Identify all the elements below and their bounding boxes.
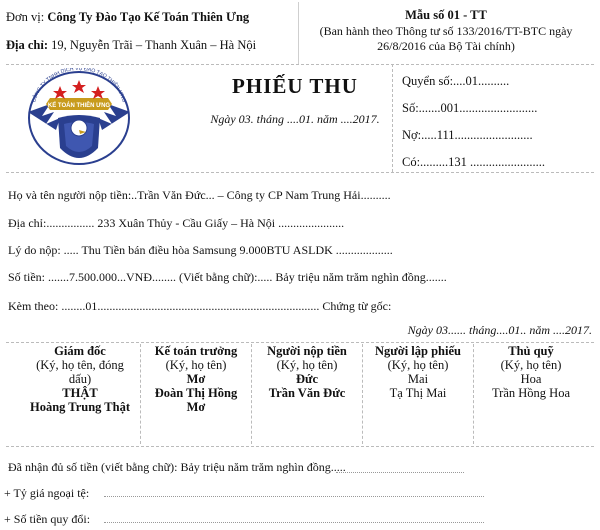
header-right [298,2,594,64]
credit-account: Có:.........131 ........................ [402,155,546,169]
converted-amount-line: + Số tiền quy đổi: [4,512,91,526]
payer-name-field: Họ và tên người nộp tiền:..Trần Văn Đức... – Công ty CP Nam Trung Hải.......... [8,188,391,202]
header-left [6,2,299,64]
attachments-field: Kèm theo: ........01.......................................................................... Chứng từ gốc: [8,299,392,313]
dotted-fill [104,496,484,497]
reason-field: Lý do nộp: ..... Thu Tiền bán điều hòa Samsung 9.000BTU ASLDK ................... [8,243,393,257]
signature-director [20,344,141,444]
signature-mark: Đức [295,372,319,386]
signature-payer [252,344,363,444]
signing-date: Ngày 03...... tháng....01.. năm ....2017. [407,323,592,337]
divider [6,342,594,343]
signature-title: Người lập phiếu [375,344,461,358]
signature-title: Kế toán trưởng [154,344,238,358]
signature-mark: Hoa [520,372,542,386]
signature-name: Tạ Thị Mai [389,386,447,400]
divider [6,64,594,65]
receipt-title: PHIẾU THU [232,74,358,98]
signature-name: Hoàng Trung Thật [29,400,131,414]
unit-value: Công Ty Đào Tạo Kế Toán Thiên Ưng [47,10,250,24]
eagle-stars-shield-logo-icon [20,68,138,172]
unit-label: Đơn vị: [6,10,45,24]
regulation-line-2: 26/8/2016 của Bộ Tài chính) [377,39,515,53]
signature-chief-accountant [141,344,252,444]
signature-preparer [363,344,474,444]
signature-note: (Ký, họ tên) [500,358,562,372]
logo-ring-text: CÔNG TY TNHH DỊCH VỤ ĐÀO TẠO THIÊN ƯNG [31,68,127,104]
receipt-number: Số:.......001......................... [402,101,538,115]
book-info [402,68,592,176]
signature-note: (Ký, họ tên, đóng dấu) [36,358,124,386]
signature-title: Giám đốc [54,344,106,358]
amount-field: Số tiền: .......7.500.000...VNĐ........ (Viết bằng chữ):..... Bảy triệu năm trăm nghìn đồng....... [8,270,447,284]
signature-note: (Ký, họ tên) [387,358,449,372]
signature-title: Thủ quỹ [508,344,554,358]
signature-note: (Ký, họ tên) [165,358,227,372]
signature-mark: Mơ [186,372,206,386]
dotted-fill [104,522,484,523]
signature-name: Trần Văn Đức [268,386,346,400]
divider [392,64,393,172]
debit-account: Nợ:.....111......................... [402,128,533,142]
signature-block [20,344,594,444]
receipt-date: Ngày 03. tháng ....01. năm ....2017. [210,112,380,126]
divider [6,446,594,447]
signature-name: Trần Hồng Hoa [491,386,570,400]
dotted-fill [336,472,464,473]
signature-name: Đoàn Thị Hồng Mơ [154,386,238,414]
company-logo [20,68,138,172]
address-value: 19, Nguyễn Trãi – Thanh Xuân – Hà Nội [51,38,257,52]
address-label: Địa chỉ: [6,38,49,52]
payer-address-field: Địa chỉ:................ 233 Xuân Thủy - Cầu Giấy – Hà Nội ...................... [8,216,345,230]
form-number: Mẫu số 01 - TT [405,8,487,22]
exchange-rate-line: + Tỷ giá ngoại tệ: [4,486,90,500]
signature-mark: THẬT [62,386,98,400]
logo-banner-text: KẾ TOÁN THIÊN ƯNG [47,103,111,109]
received-amount-line: Đã nhận đủ số tiền (viết bằng chữ): Bảy triệu năm trăm nghìn đồng..... [8,460,346,474]
signature-cashier [474,344,588,444]
regulation-line-1: (Ban hành theo Thông tư số 133/2016/TT-BTC ngày [319,24,573,38]
signature-note: (Ký, họ tên) [276,358,338,372]
address-line [6,36,298,54]
signature-mark: Mai [407,372,429,386]
unit-line [6,8,298,26]
signature-title: Người nộp tiền [267,344,347,358]
book-number: Quyển số:....01.......... [402,74,510,88]
